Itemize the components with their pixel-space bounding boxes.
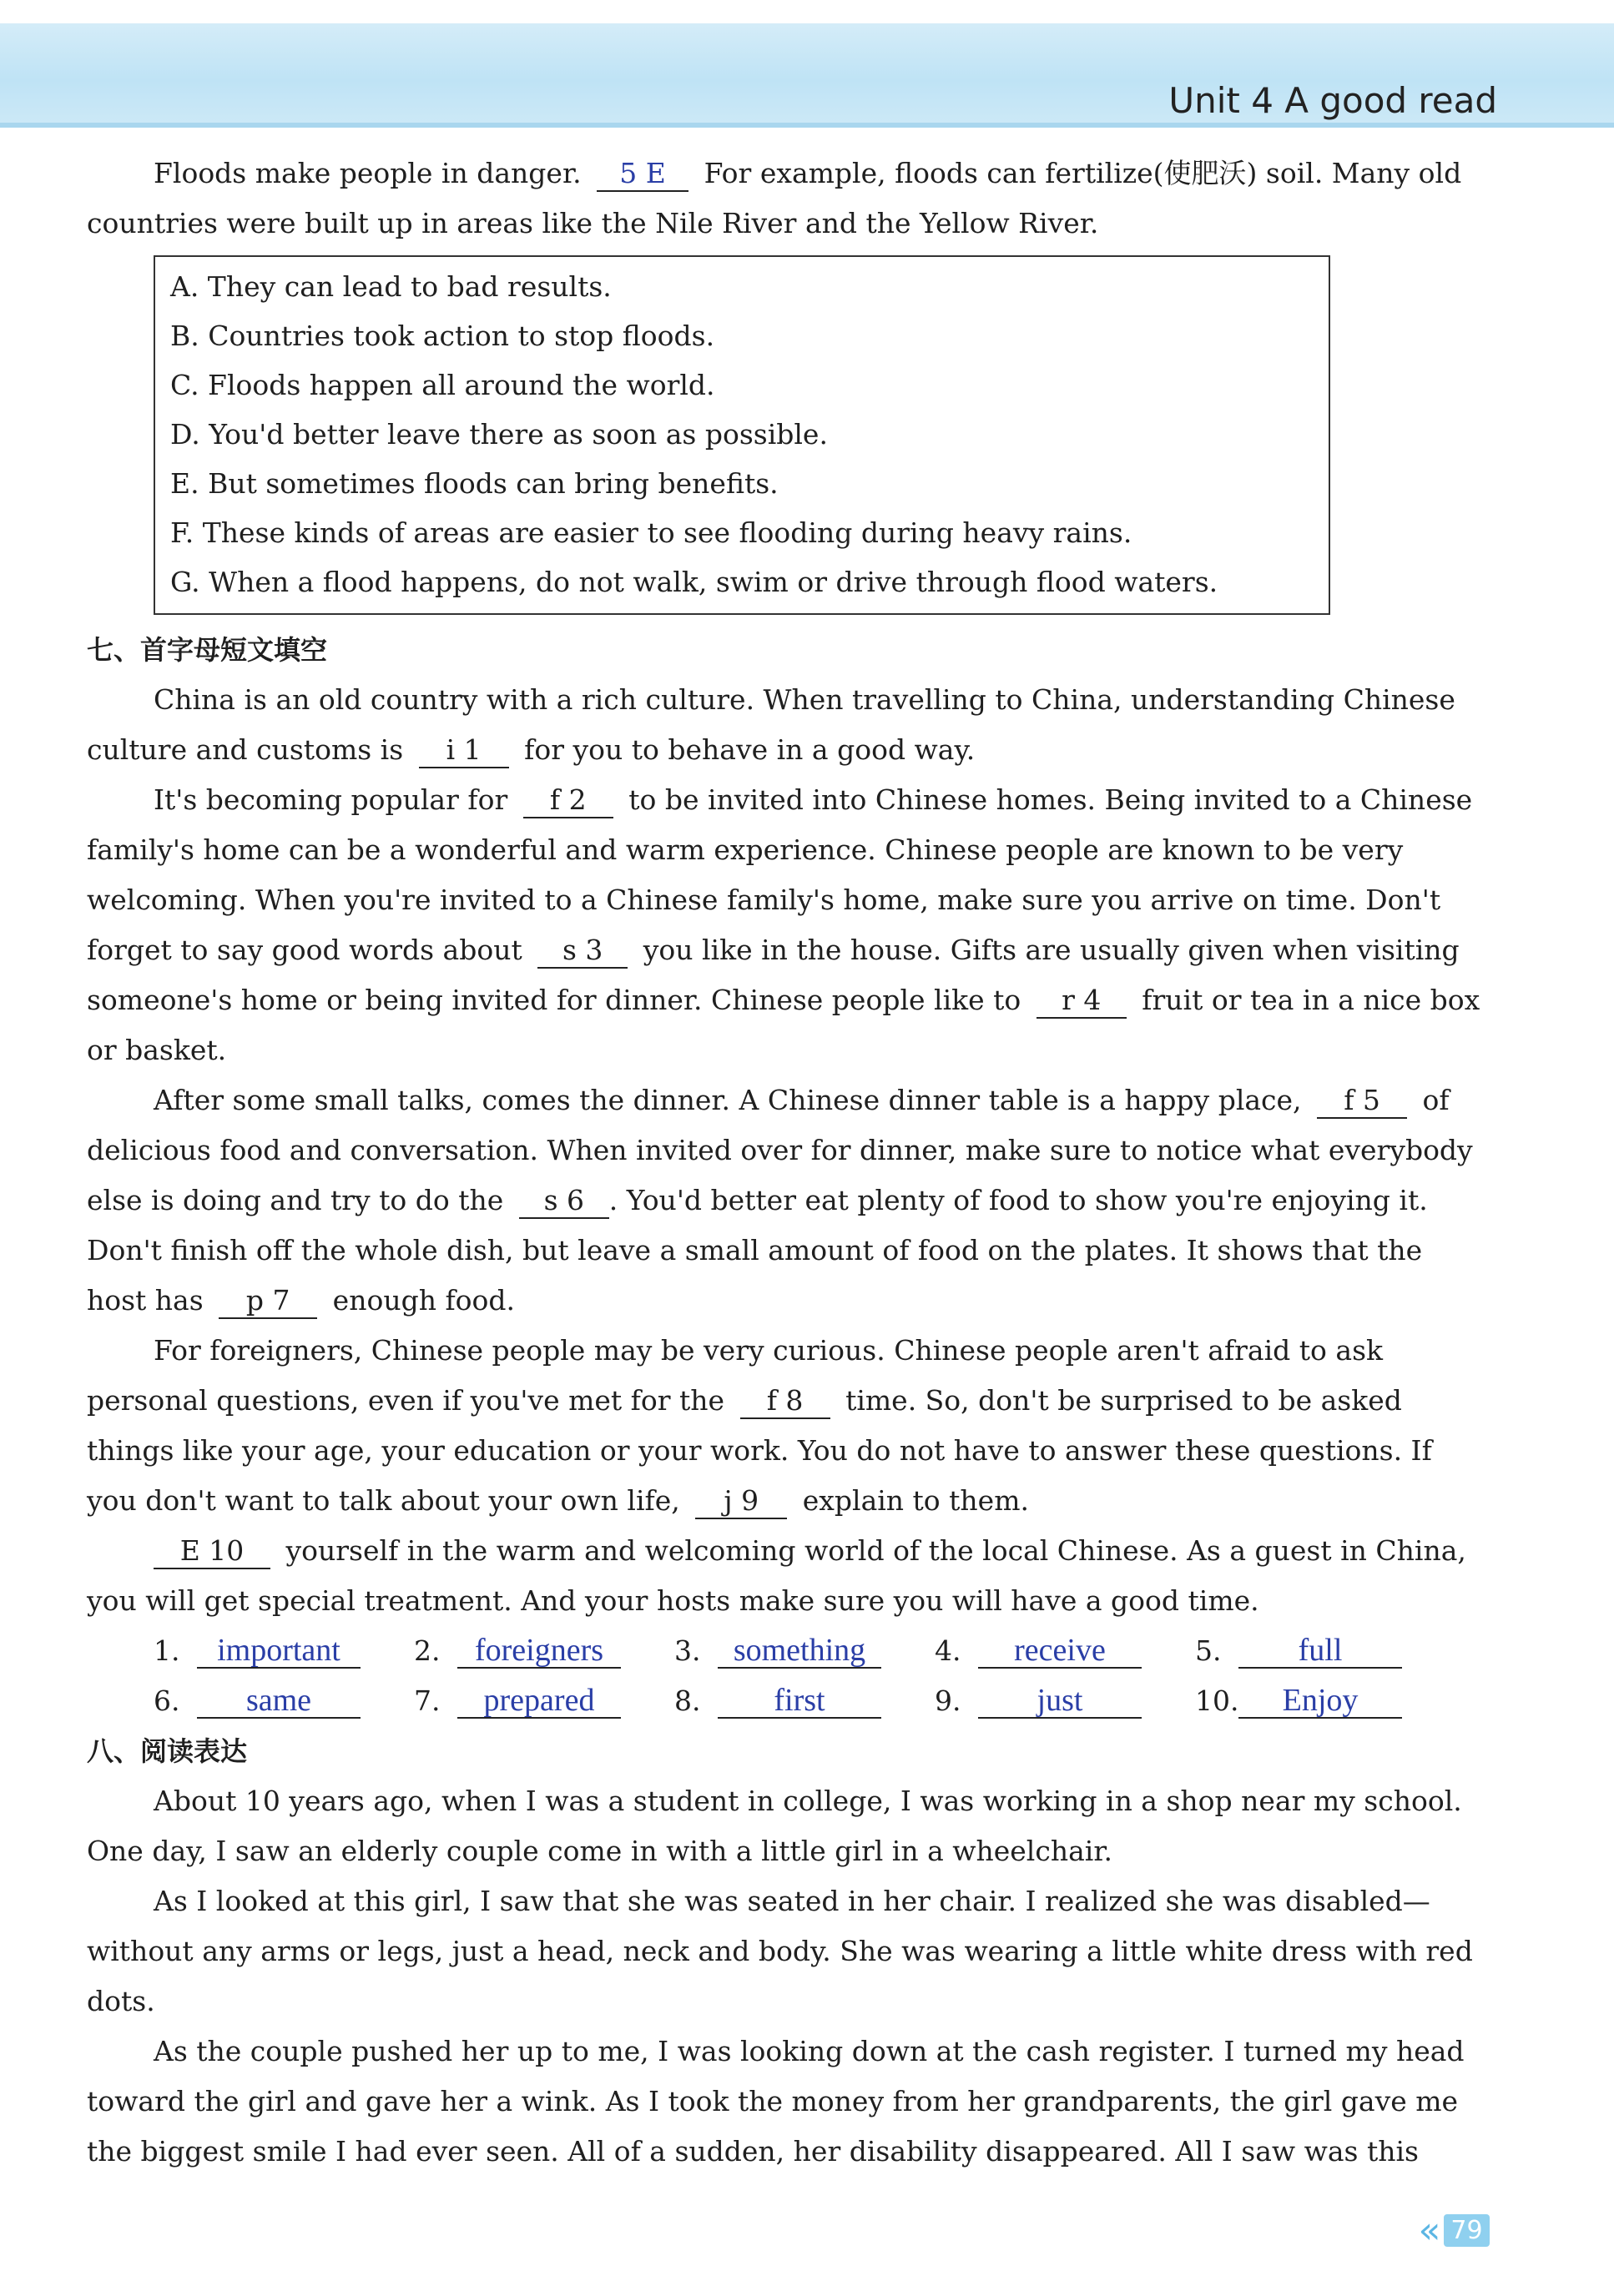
passage-line: As the couple pushed her up to me, I was looking down at the cash register. I turned my head [154,2035,1465,2067]
answer-number: 1. [154,1634,180,1667]
passage-line [87,725,1511,775]
answer-item [674,1626,935,1676]
text-span: It's becoming popular for [154,783,508,816]
answer-word: prepared [457,1684,621,1719]
passage-line [87,1476,1511,1526]
text-span: else is doing and try to do the [87,1184,504,1216]
passage-line: For foreigners, Chinese people may be very curious. Chinese people aren't afraid to ask [154,1334,1383,1367]
answer-word: foreigners [457,1634,621,1669]
blank-8: f 8 [740,1384,830,1419]
answer-item [154,1626,414,1676]
passage-line: welcoming. When you're invited to a Chinese family's home, make sure you arrive on time. Don't [87,884,1441,916]
passage-line [87,925,1511,975]
answer-item [935,1626,1195,1676]
passage-line: toward the girl and gave her a wink. As I took the money from her grandparents, the girl gave me [87,2085,1459,2117]
answer-item [1195,1676,1455,1726]
passage-line: One day, I saw an elderly couple come in with a little girl in a wheelchair. [87,1835,1112,1867]
passage-line: delicious food and conversation. When invited over for dinner, make sure to notice what everybody [87,1134,1473,1166]
text-span: personal questions, even if you've met for the [87,1384,725,1417]
text-span: of [1422,1084,1450,1116]
answer-word: something [718,1634,881,1669]
blank-1: i 1 [419,733,509,768]
answer-word: Enjoy [1238,1684,1402,1719]
passage-line [87,1376,1511,1426]
answer-word: just [978,1684,1142,1719]
answer-item [414,1626,674,1676]
answer-item [674,1676,935,1726]
text-span: forget to say good words about [87,934,522,966]
option-a: A. They can lead to bad results. [170,270,612,303]
option-e: E. But sometimes floods can bring benefits. [170,467,779,500]
answer-word: full [1238,1634,1402,1669]
answer-number: 6. [154,1684,180,1717]
option-b: B. Countries took action to stop floods. [170,320,715,352]
text-span: host has [87,1284,204,1317]
passage-line: As I looked at this girl, I saw that she was seated in her chair. I realized she was disabled— [154,1885,1430,1917]
section-title-7: 七、首字母短文填空 [87,634,328,666]
text-span: fruit or tea in a nice box [1142,984,1480,1016]
passage-line: countries were built up in areas like the Nile River and the Yellow River. [87,207,1099,239]
answer-word: same [197,1684,361,1719]
answer-blank-5: 5 E [597,157,688,192]
page-content [87,149,1511,2177]
answer-item [935,1676,1195,1726]
passage-line: or basket. [87,1034,227,1066]
unit-title: Unit 4 A good read [1168,80,1497,121]
answer-number: 5. [1195,1634,1222,1667]
text-span: time. So, don't be surprised to be asked [845,1384,1402,1417]
passage-line [87,1176,1511,1226]
blank-4: r 4 [1036,984,1127,1019]
page-number: 79 [1444,2214,1489,2247]
answer-number: 7. [414,1684,441,1717]
option-c: C. Floods happen all around the world. [170,369,715,401]
blank-5: f 5 [1317,1084,1407,1119]
blank-2: f 2 [523,783,613,818]
text-span: Floods make people in danger. [154,157,582,189]
passage-line: dots. [87,1985,155,2017]
page-number-badge [1405,2208,1502,2252]
passage-line [87,975,1511,1025]
text-span: . You'd better eat plenty of food to show you're enjoying it. [608,1184,1428,1216]
answer-number: 9. [935,1684,961,1717]
answer-word: first [718,1684,881,1719]
passage-line: you will get special treatment. And your hosts make sure you will have a good time. [87,1584,1259,1617]
answers-row-1 [87,1626,1511,1676]
answer-word: receive [978,1634,1142,1669]
text-span: you like in the house. Gifts are usually given when visiting [643,934,1460,966]
passage-line: without any arms or legs, just a head, neck and body. She was wearing a little white dress with red [87,1935,1473,1967]
answer-word: important [197,1634,361,1669]
answer-item [1195,1626,1455,1676]
passage-line: China is an old country with a rich culture. When travelling to China, understanding Chinese [154,683,1455,716]
blank-7: p 7 [219,1284,317,1319]
blank-6: s 6 [519,1184,609,1219]
passage-line: things like your age, your education or your work. You do not have to answer these questions. If [87,1434,1432,1467]
answer-number: 4. [935,1634,961,1667]
passage-line: family's home can be a wonderful and warm experience. Chinese people are known to be very [87,833,1404,866]
text-span: someone's home or being invited for dinner. Chinese people like to [87,984,1021,1016]
passage-line [87,1075,1511,1125]
passage-line [87,149,1511,199]
passage-line [87,1276,1511,1326]
passage-line: Don't finish off the whole dish, but leave a small amount of food on the plates. It shows that the [87,1234,1423,1266]
answers-row-2 [87,1676,1511,1726]
passage-line: the biggest smile I had ever seen. All of a sudden, her disability disappeared. All I saw was this [87,2135,1419,2168]
text-span: After some small talks, comes the dinner. A Chinese dinner table is a happy place, [154,1084,1302,1116]
answer-number: 10. [1195,1684,1239,1717]
text-span: For example, floods can fertilize(使肥沃) soil. Many old [704,157,1462,189]
blank-3: s 3 [537,934,628,969]
section-title-8: 八、阅读表达 [87,1735,248,1767]
text-span: you don't want to talk about your own life, [87,1484,680,1517]
answer-number: 3. [674,1634,701,1667]
double-chevron-left-icon: « [1418,2208,1441,2252]
answer-item [414,1676,674,1726]
text-span: enough food. [332,1284,516,1317]
text-span: yourself in the warm and welcoming world of the local Chinese. As a guest in China, [285,1534,1466,1567]
passage-line: About 10 years ago, when I was a student in college, I was working in a shop near my school. [154,1785,1462,1817]
answer-number: 2. [414,1634,441,1667]
text-span: for you to behave in a good way. [524,733,976,766]
option-d: D. You'd better leave there as soon as possible. [170,418,828,451]
passage-line [87,1526,1511,1576]
options-box [154,255,1330,615]
blank-10: E 10 [154,1534,270,1569]
passage-line [87,775,1511,825]
text-span: explain to them. [802,1484,1029,1517]
option-f: F. These kinds of areas are easier to see flooding during heavy rains. [170,516,1132,549]
answer-item [154,1676,414,1726]
answer-number: 8. [674,1684,701,1717]
text-span: to be invited into Chinese homes. Being invited to a Chinese [628,783,1473,816]
text-span: culture and customs is [87,733,404,766]
option-g: G. When a flood happens, do not walk, swim or drive through flood waters. [170,566,1218,598]
blank-9: j 9 [695,1484,787,1519]
